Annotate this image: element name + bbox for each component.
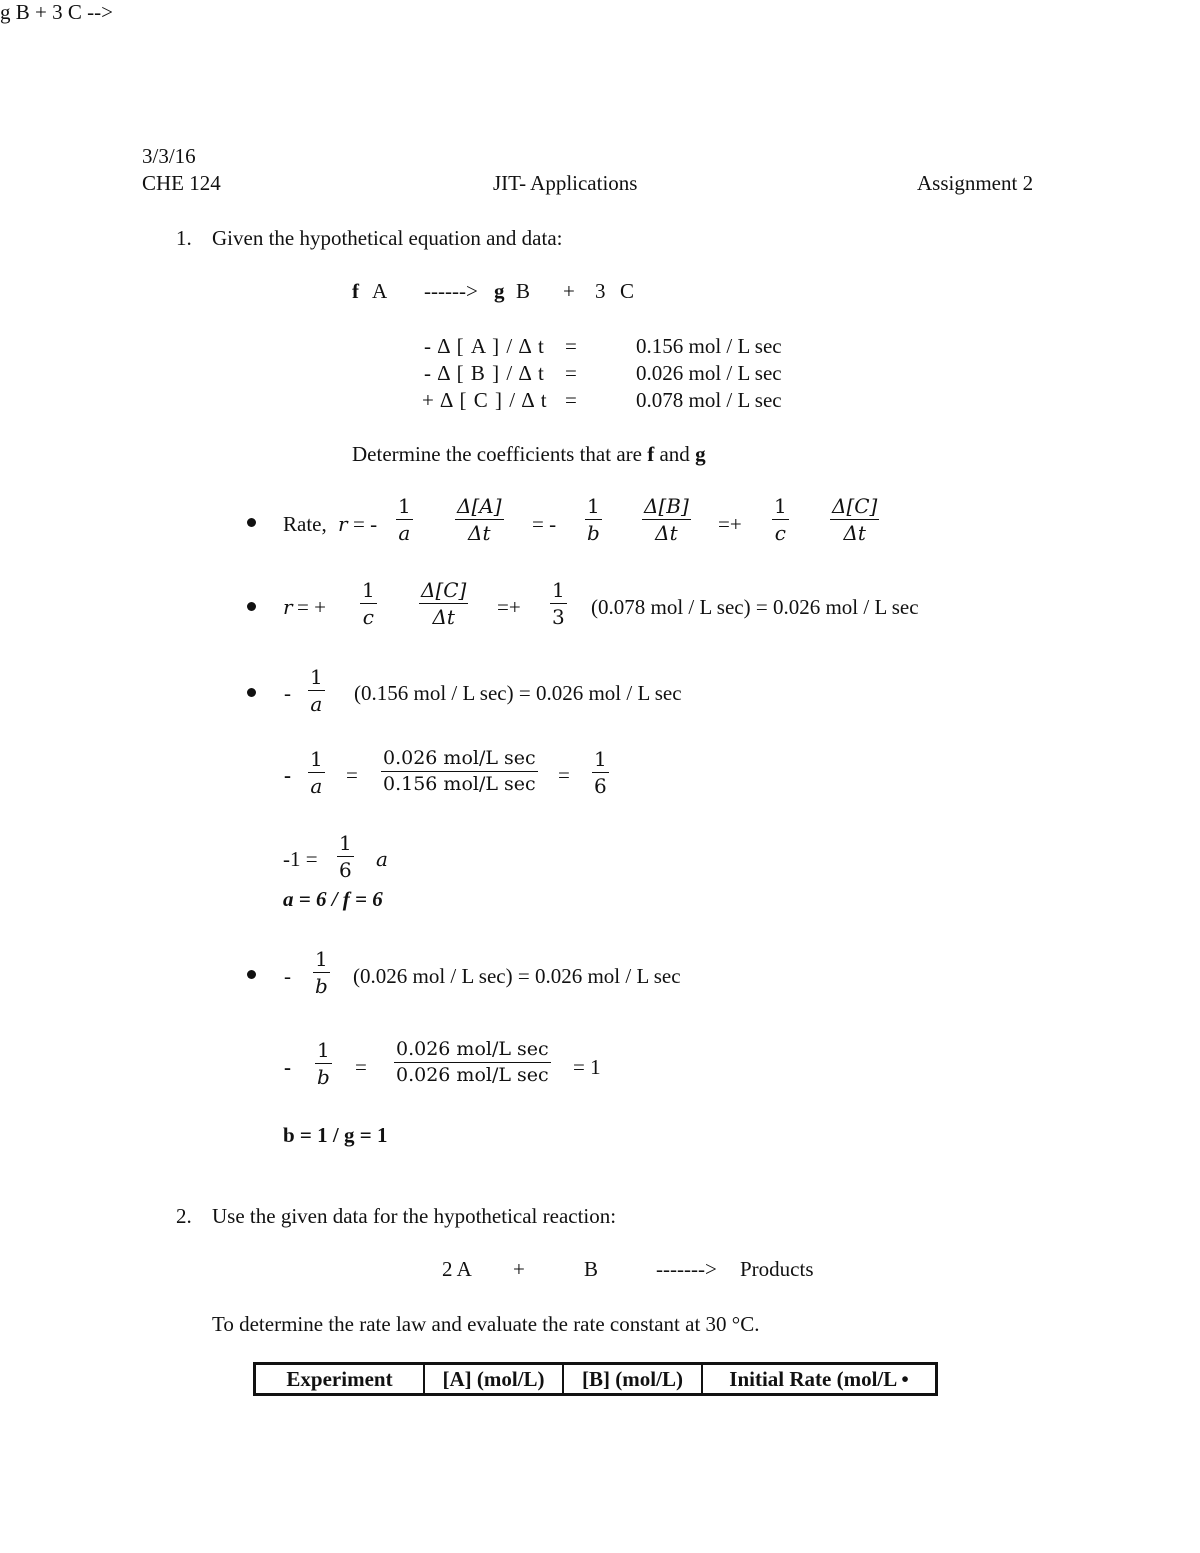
frac-num: Δ[A]	[457, 494, 502, 518]
frac-num: 1	[362, 578, 375, 602]
frac-dB-dt	[642, 496, 691, 543]
frac-den: b	[587, 521, 600, 545]
step4-eq-one: = 1	[573, 1055, 601, 1079]
step3-minus-2: -	[284, 763, 291, 787]
frac-num: 1	[315, 947, 328, 971]
reaction-arrow: ------>	[424, 279, 478, 303]
document-title: JIT- Applications	[493, 171, 638, 195]
bullet-1	[247, 518, 256, 527]
frac-den: c	[774, 521, 786, 545]
frac-den: a	[310, 692, 323, 716]
determine-text: Determine the coefficients that are	[352, 442, 642, 466]
frac-den: a	[398, 521, 411, 545]
frac-den: Δt	[468, 521, 491, 545]
rate-c-lhs: + Δ [ C ] / Δ t	[422, 388, 548, 412]
course-code: CHE 124	[142, 171, 221, 195]
bullet-4	[247, 970, 256, 979]
rate-a-eq: =	[565, 334, 577, 358]
bullet-2	[247, 602, 256, 611]
frac-1-over-c	[360, 580, 377, 627]
q2-prompt: Use the given data for the hypothetical reaction:	[212, 1204, 617, 1228]
frac-1-over-b	[585, 496, 602, 543]
frac-den: b	[317, 1065, 330, 1089]
step2-tail: (0.078 mol / L sec) = 0.026 mol / L sec	[591, 595, 919, 619]
q2-products: Products	[740, 1257, 814, 1281]
q1-number: 1.	[176, 226, 192, 250]
frac-den: 0.156 mol/L sec	[383, 773, 536, 795]
frac-num: Δ[C]	[421, 578, 467, 602]
coef-3: 3	[595, 279, 606, 303]
frac-den: 3	[552, 605, 565, 629]
frac-den: Δt	[843, 521, 866, 545]
rate-eq-plus: =+	[718, 512, 742, 536]
frac-num: 1	[774, 494, 787, 518]
q2-reactant-a: 2 A	[442, 1257, 472, 1281]
table-header-row	[255, 1364, 937, 1395]
determine-f: f	[647, 442, 655, 466]
frac-dA-dt	[455, 496, 504, 543]
experiment-table	[253, 1362, 938, 1396]
rate-c-eq: =	[565, 388, 577, 412]
determine-and: and	[659, 442, 690, 466]
q2-plus: +	[513, 1257, 525, 1281]
q2-instruction: To determine the rate law and evaluate the rate constant at 30 °C.	[212, 1312, 760, 1336]
frac-num: 1	[339, 831, 352, 855]
step3-lhs: -1 =	[283, 847, 318, 871]
frac-den: Δt	[432, 605, 455, 629]
coef-g: g	[494, 279, 505, 303]
q1-prompt: Given the hypothetical equation and data:	[212, 226, 563, 250]
frac-num: Δ[C]	[832, 494, 878, 518]
frac-1-over-a-2	[308, 749, 325, 796]
frac-1-over-a	[396, 496, 413, 543]
frac-num: 1	[310, 747, 323, 771]
frac-den: b	[315, 974, 328, 998]
frac-num: 0.026 mol/L sec	[394, 1040, 551, 1063]
step3-eq: =	[346, 763, 358, 787]
step3-a-var: a	[376, 847, 388, 871]
frac-den: c	[362, 605, 374, 629]
rate-eq-minus-b: = -	[532, 512, 557, 536]
frac-den: 0.026 mol/L sec	[396, 1064, 549, 1086]
frac-den: 6	[339, 858, 352, 882]
reactant-a: A	[372, 279, 388, 303]
product-b: B	[516, 279, 531, 303]
step3-minus: -	[284, 681, 291, 705]
rate-eq-minus: = -	[353, 512, 378, 536]
frac-dC-dt	[419, 580, 468, 627]
step4-minus: -	[284, 964, 291, 988]
determine-line	[352, 444, 706, 465]
rate-label: Rate,	[283, 512, 327, 536]
col-experiment: Experiment	[255, 1364, 425, 1395]
frac-1-over-6-b	[337, 833, 354, 880]
determine-g: g	[695, 442, 706, 466]
frac-den: Δt	[655, 521, 678, 545]
product-c: C	[620, 279, 635, 303]
plus-sign: +	[563, 279, 575, 303]
step4-tail: (0.026 mol / L sec) = 0.026 mol / L sec	[353, 964, 681, 988]
frac-den: 6	[594, 774, 607, 798]
result-g: b = 1 / g = 1	[283, 1123, 388, 1147]
rate-b-eq: =	[565, 361, 577, 385]
rate-a-lhs: - Δ [ A ] / Δ t	[424, 334, 545, 358]
col-initial-rate: Initial Rate (mol/L •	[702, 1364, 937, 1395]
q2-arrow: ------->	[656, 1257, 717, 1281]
frac-ratio-a	[381, 749, 538, 794]
rate-a-value: 0.156 mol / L sec	[636, 334, 782, 358]
frac-den: a	[310, 774, 323, 798]
frac-1-over-b-2	[315, 1040, 332, 1087]
frac-num: 1	[587, 494, 600, 518]
q2-number: 2.	[176, 1204, 192, 1228]
step3-eq-2: =	[558, 763, 570, 787]
frac-num: 1	[552, 578, 565, 602]
frac-dC-dt	[830, 496, 879, 543]
step4-eq: =	[355, 1055, 367, 1079]
frac-num: 1	[317, 1038, 330, 1062]
rate-b-value: 0.026 mol / L sec	[636, 361, 782, 385]
step4-minus-2: -	[284, 1055, 291, 1079]
col-b-conc: [B] (mol/L)	[563, 1364, 702, 1395]
frac-num: 1	[594, 747, 607, 771]
assignment-label: Assignment 2	[917, 171, 1034, 195]
frac-1-over-b	[313, 949, 330, 996]
step2-eq-plus: = +	[297, 595, 326, 619]
frac-num: 1	[398, 494, 411, 518]
step2-eq-plus-2: =+	[497, 595, 521, 619]
frac-1-over-c	[772, 496, 789, 543]
frac-1-over-6	[592, 749, 609, 796]
frac-ratio-b	[394, 1040, 551, 1085]
rate-r: r	[338, 512, 348, 536]
frac-1-over-3	[550, 580, 567, 627]
step3-tail: (0.156 mol / L sec) = 0.026 mol / L sec	[354, 681, 682, 705]
date: 3/3/16	[142, 144, 196, 168]
step2-r: r	[283, 595, 293, 619]
q2-reactant-b: B	[584, 1257, 599, 1281]
coef-f: f	[352, 279, 359, 303]
frac-1-over-a	[308, 667, 325, 714]
frac-num: 0.026 mol/L sec	[381, 749, 538, 772]
col-a-conc: [A] (mol/L)	[424, 1364, 563, 1395]
rate-c-value: 0.078 mol / L sec	[636, 388, 782, 412]
bullet-3	[247, 688, 256, 697]
frac-num: 1	[310, 665, 323, 689]
rate-b-lhs: - Δ [ B ] / Δ t	[424, 361, 545, 385]
result-f: a = 6 / f = 6	[283, 887, 383, 911]
frac-num: Δ[B]	[644, 494, 689, 518]
